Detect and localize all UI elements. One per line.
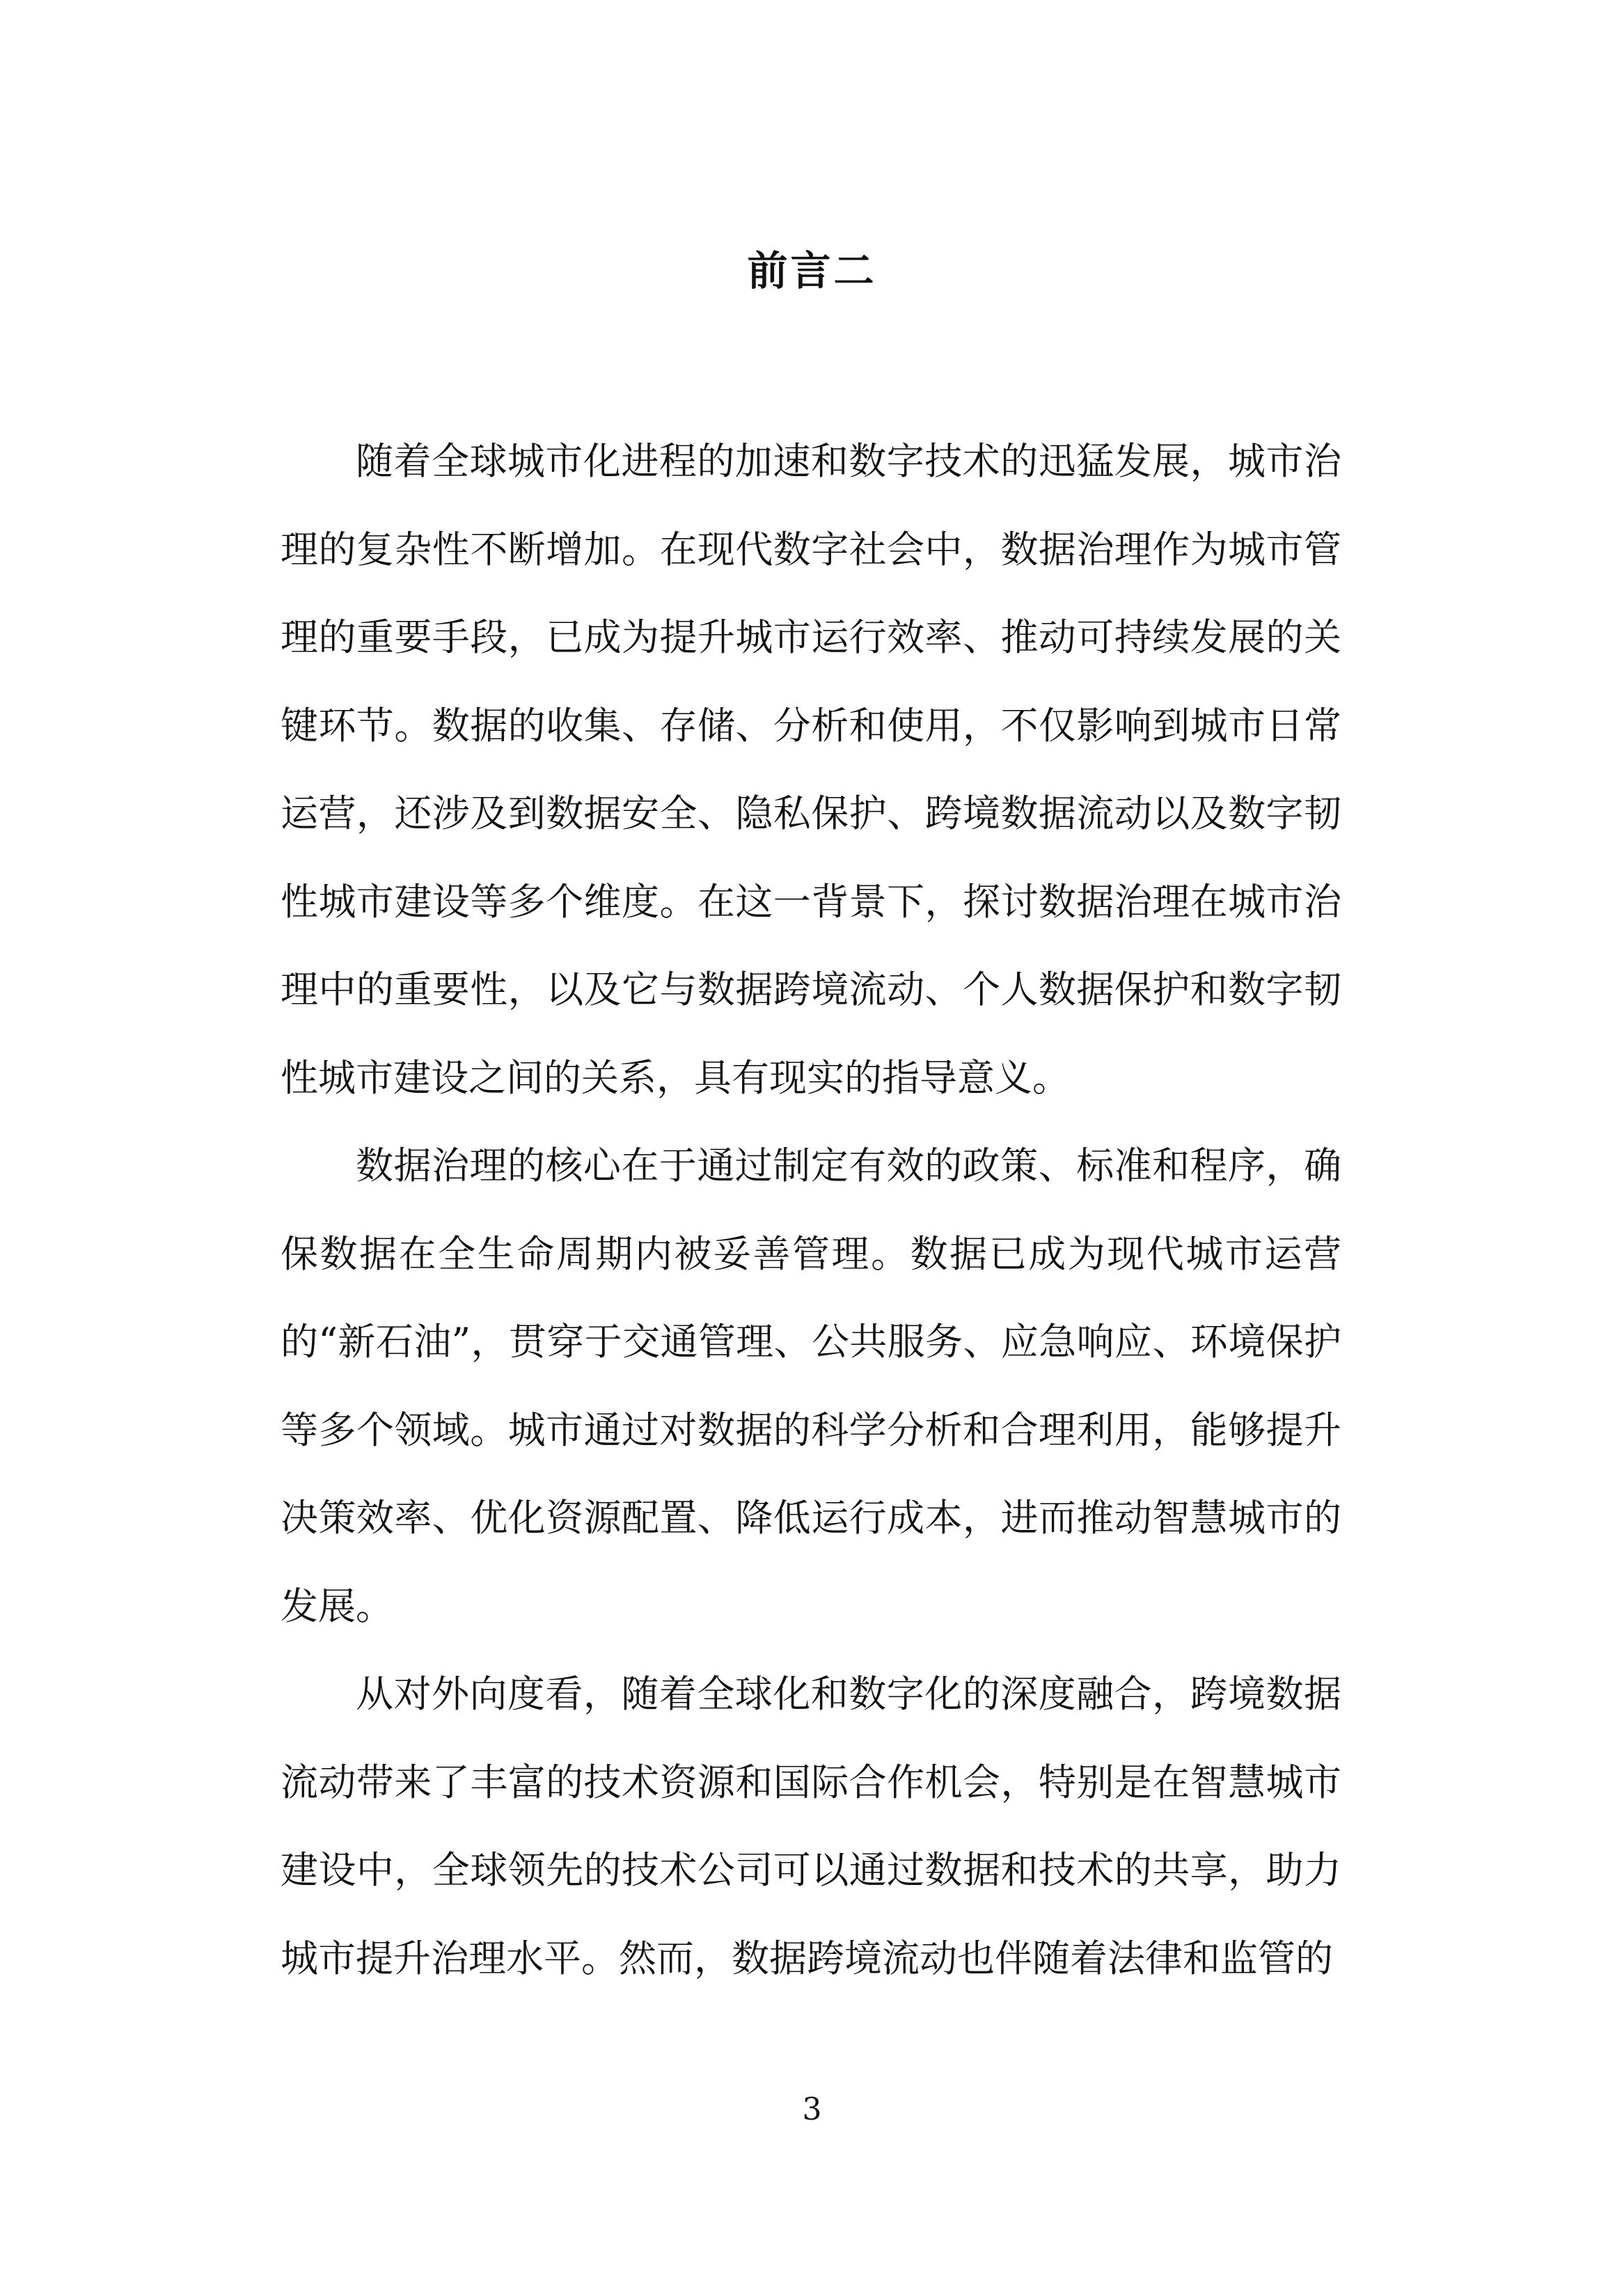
page-title: 前言二 bbox=[747, 247, 877, 294]
paragraph-2: 数据治理的核心在于通过制定有效的政策、标准和程序，确保数据在全生命周期内被妥善管理。数据已成为现代城市运营的“新石油”，贯穿于交通管理、公共服务、应急响应、环境保护等多个领域。城市通过对数据的科学分析和合理利用，能够提升决策效率、优化资源配置、降低运行成本，进而推动智慧城市的发展。 bbox=[281, 1144, 1341, 1628]
body-text bbox=[281, 418, 1341, 2003]
paragraph-3: 从对外向度看，随着全球化和数字化的深度融合，跨境数据流动带来了丰富的技术资源和国际合作机会，特别是在智慧城市建设中，全球领先的技术公司可以通过数据和技术的共享，助力城市提升治理水平。然而，数据跨境流动也伴随着法律和监管的 bbox=[281, 1672, 1341, 1980]
paragraph-1: 随着全球城市化进程的加速和数字技术的迅猛发展，城市治理的复杂性不断增加。在现代数字社会中，数据治理作为城市管理的重要手段，已成为提升城市运行效率、推动可持续发展的关键环节。数据的收集、存储、分析和使用，不仅影响到城市日常运营，还涉及到数据安全、隐私保护、跨境数据流动以及数字韧性城市建设等多个维度。在这一背景下，探讨数据治理在城市治理中的重要性，以及它与数据跨境流动、个人数据保护和数字韧性城市建设之间的关系，具有现实的指导意义。 bbox=[281, 439, 1341, 1100]
page-number: 3 bbox=[802, 2092, 822, 2127]
